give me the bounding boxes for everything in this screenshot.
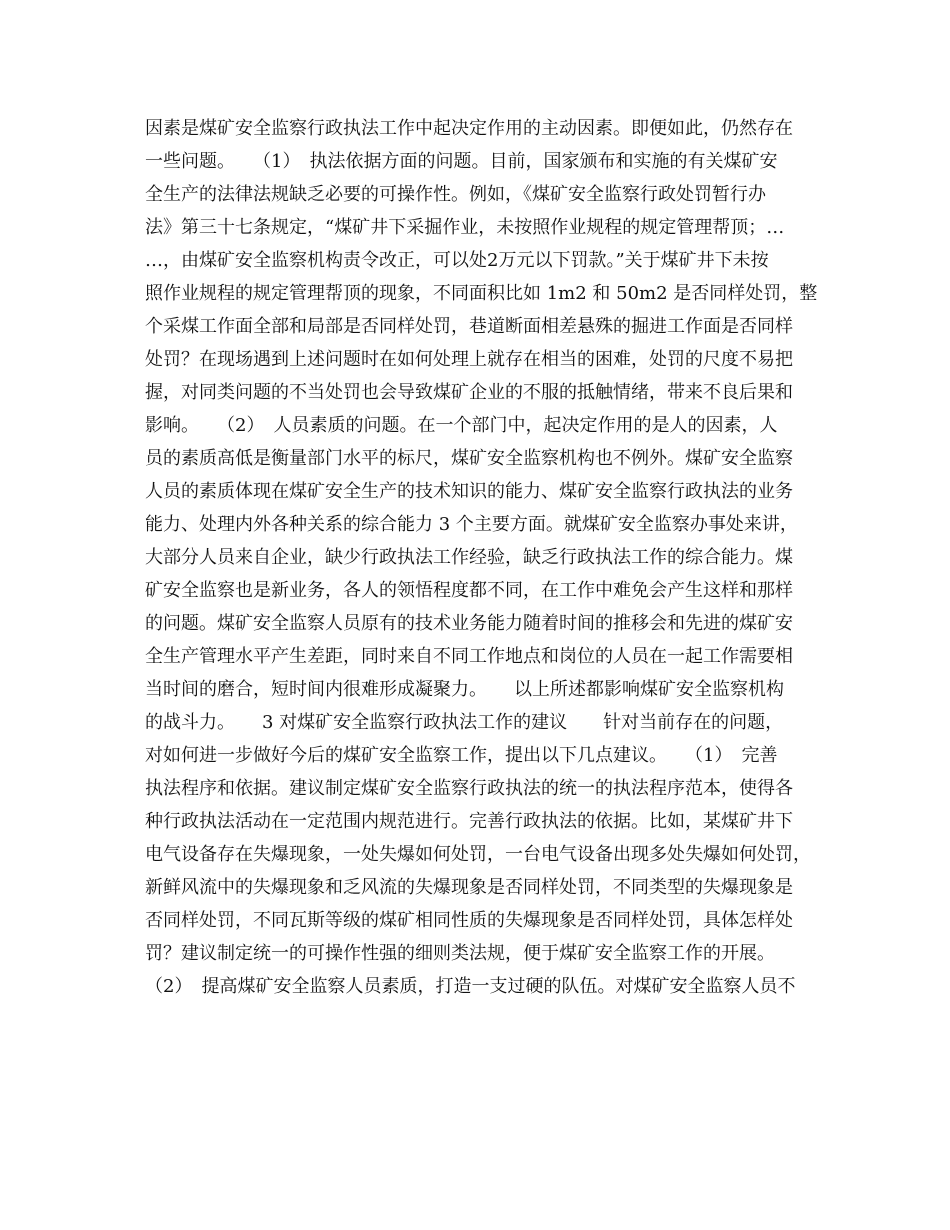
text-line-8: 处罚？在现场遇到上述问题时在如何处理上就存在相当的困难，处罚的尺度不易把 xyxy=(145,349,793,370)
text-line-24: 新鲜风流中的失爆现象和乏风流的失爆现象是否同样处罚，不同类型的失爆现象是 xyxy=(145,877,793,898)
text-line-5: …，由煤矿安全监察机构责令改正，可以处2万元以下罚款。”关于煤矿井下未按 xyxy=(145,250,769,271)
text-line-11: 员的素质高低是衡量部门水平的标尺，煤矿安全监察机构也不例外。煤矿安全监察 xyxy=(145,448,793,469)
text-line-3: 全生产的法律法规缺乏必要的可操作性。例如，《煤矿安全监察行政处罚暂行办 xyxy=(145,184,766,205)
text-line-1: 因素是煤矿安全监察行政执法工作中起决定作用的主动因素。即便如此，仍然存在 xyxy=(145,118,793,139)
text-line-19: 的战斗力。 3 对煤矿安全监察行政执法工作的建议 针对当前存在的问题， xyxy=(145,712,784,733)
text-line-21: 执法程序和依据。建议制定煤矿安全监察行政执法的统一的执法程序范本，使得各 xyxy=(145,778,793,799)
text-line-9: 握，对同类问题的不当处罚也会导致煤矿企业的不服的抵触情绪，带来不良后果和 xyxy=(145,382,793,403)
text-line-18: 当时间的磨合，短时间内很难形成凝聚力。 以上所述都影响煤矿安全监察机构 xyxy=(145,679,784,700)
text-line-15: 矿安全监察也是新业务，各人的领悟程度都不同，在工作中难免会产生这样和那样 xyxy=(145,580,793,601)
text-line-23: 电气设备存在失爆现象，一处失爆如何处罚，一台电气设备出现多处失爆如何处罚， xyxy=(145,844,811,865)
text-line-2: 一些问题。 （1） 执法依据方面的问题。目前，国家颁布和实施的有关煤矿安 xyxy=(145,151,778,172)
text-line-7: 个采煤工作面全部和局部是否同样处罚，巷道断面相差悬殊的掘进工作面是否同样 xyxy=(145,316,793,337)
text-line-4: 法》第三十七条规定，“煤矿井下采掘作业，未按照作业规程的规定管理帮顶；… xyxy=(145,217,785,238)
text-line-16: 的问题。煤矿安全监察人员原有的技术业务能力随着时间的推移会和先进的煤矿安 xyxy=(145,613,793,634)
text-line-10: 影响。 （2） 人员素质的问题。在一个部门中，起决定作用的是人的因素，人 xyxy=(145,415,778,436)
text-line-13: 能力、处理内外各种关系的综合能力 3 个主要方面。就煤矿安全监察办事处来讲， xyxy=(145,514,798,535)
text-line-20: 对如何进一步做好今后的煤矿安全监察工作，提出以下几点建议。 （1） 完善 xyxy=(145,745,778,766)
text-line-6: 照作业规程的规定管理帮顶的现象，不同面积比如 1m2 和 50m2 是否同样处罚，整 xyxy=(145,283,818,304)
text-line-12: 人员的素质体现在煤矿安全生产的技术知识的能力、煤矿安全监察行政执法的业务 xyxy=(145,481,793,502)
text-line-17: 全生产管理水平产生差距，同时来自不同工作地点和岗位的人员在一起工作需要相 xyxy=(145,646,793,667)
body-text xyxy=(145,112,825,1003)
text-line-14: 大部分人员来自企业，缺少行政执法工作经验，缺乏行政执法工作的综合能力。煤 xyxy=(145,547,793,568)
text-line-26: 罚？建议制定统一的可操作性强的细则类法规，便于煤矿安全监察工作的开展。 xyxy=(145,943,775,964)
text-line-27: （2） 提高煤矿安全监察人员素质，打造一支过硬的队伍。对煤矿安全监察人员不 xyxy=(145,976,796,997)
text-line-25: 否同样处罚，不同瓦斯等级的煤矿相同性质的失爆现象是否同样处罚，具体怎样处 xyxy=(145,910,793,931)
text-line-22: 种行政执法活动在一定范围内规范进行。完善行政执法的依据。比如，某煤矿井下 xyxy=(145,811,793,832)
